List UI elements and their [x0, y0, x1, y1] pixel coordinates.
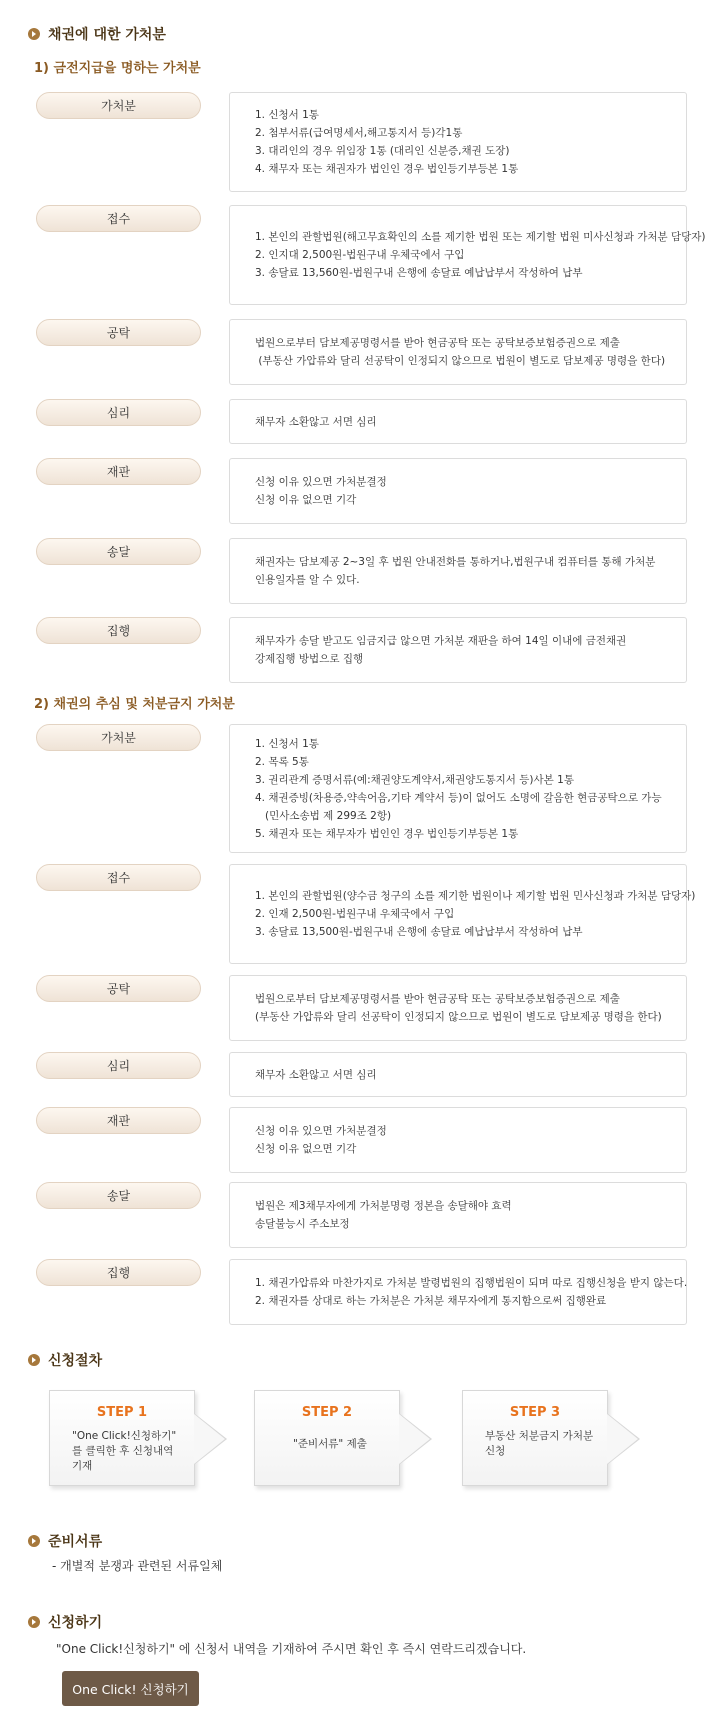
- step-card: [254, 1390, 400, 1486]
- row-content-line: 2. 채권자를 상대로 하는 가처분은 가처분 채무자에게 통지함으로써 집행완료: [255, 1295, 607, 1307]
- row-content-line: (부동산 가압류와 달리 선공탁이 인정되지 않으므로 법원이 별도로 담보제공 명령을 한다): [255, 355, 666, 367]
- step-text: "One Click!신청하기" 를 클릭한 후 신청내역 기재: [72, 1430, 177, 1472]
- row-content-line: 1. 신청서 1통: [255, 737, 319, 750]
- row-content-line: (민사소송법 제 299조 2항): [255, 809, 392, 822]
- row-label-pill: 접수: [36, 864, 201, 891]
- bullet-icon: [28, 1535, 40, 1547]
- step-text: 부동산 처분금지 가처분 신청: [485, 1430, 594, 1457]
- row-content-line: 법원은 제3채무자에게 가처분명령 정본을 송달해야 효력: [255, 1200, 512, 1212]
- procedure-title: 신청절차: [48, 1353, 103, 1369]
- row-label-pill: 공탁: [36, 975, 201, 1002]
- row-content-box: [229, 617, 687, 683]
- subsection-title: 2) 채권의 추심 및 처분금지 가처분: [34, 697, 235, 712]
- row-content-box: [229, 205, 706, 305]
- procedure-row: [0, 538, 711, 604]
- row-content-box: [229, 458, 687, 524]
- row-content-line: 3. 대리인의 경우 위임장 1통 (대리인 신분증,채권 도장): [255, 145, 510, 157]
- documents-header: [28, 1531, 102, 1551]
- bullet-icon: [28, 28, 40, 40]
- row-label-pill: 심리: [36, 399, 201, 426]
- row-content-line: 신청 이유 없으면 기각: [255, 1143, 357, 1155]
- row-content-line: 1. 본인의 관할법원(양수금 청구의 소를 제기한 법원이나 제기할 법원 민사신청과 가처분 담당자): [255, 890, 696, 902]
- row-content-line: 2. 첨부서류(급여명세서,해고통지서 등)각1통: [255, 127, 463, 139]
- procedure-row: [0, 1107, 711, 1173]
- step-label: STEP 2: [301, 1405, 353, 1420]
- section-title: 채권에 대한 가처분: [48, 27, 166, 43]
- row-content-line: 채무자 소환않고 서면 심리: [255, 1068, 377, 1081]
- step-card: [462, 1390, 608, 1486]
- apply-header: [28, 1612, 102, 1632]
- procedure-row: [0, 1182, 711, 1248]
- procedure-row: [0, 1052, 711, 1097]
- procedure-row: [0, 617, 711, 683]
- row-label-pill: 재판: [36, 458, 201, 485]
- row-content-line: 3. 권리관계 증명서류(예:채권양도계약서,채권양도통지서 등)사본 1통: [255, 773, 574, 786]
- documents-text: - 개별적 분쟁과 관련된 서류일체: [52, 1559, 223, 1573]
- row-content-line: 송달불능시 주소보정: [255, 1218, 350, 1230]
- row-label-pill: 집행: [36, 617, 201, 644]
- subsection-title: 1) 금전지급을 명하는 가처분: [34, 61, 201, 76]
- step-label: STEP 3: [509, 1405, 561, 1420]
- row-content-box: [229, 1182, 687, 1248]
- row-content-line: 강제집행 방법으로 집행: [255, 653, 364, 665]
- procedure-row: [0, 864, 711, 964]
- row-content-line: 2. 인재 2,500원-법원구내 우체국에서 구입: [255, 908, 455, 920]
- row-content-line: (부동산 가압류와 달리 선공탁이 인정되지 않으므로 법원이 별도로 담보제공 명령을 한다): [255, 1011, 662, 1023]
- row-content-box: [229, 724, 687, 853]
- procedure-header: [28, 1350, 102, 1370]
- procedure-row: [0, 319, 711, 385]
- row-content-line: 1. 채권가압류와 마찬가지로 가처분 발령법원의 집행법원이 되며 따로 집행신청을 받지 않는다.: [255, 1277, 688, 1289]
- row-label-pill: 송달: [36, 538, 201, 565]
- row-content-box: [229, 538, 687, 604]
- row-content-box: [229, 399, 687, 444]
- row-content-line: 법원으로부터 담보제공명령서를 받아 현금공탁 또는 공탁보증보험증권으로 제출: [255, 337, 620, 349]
- procedure-row: [0, 724, 711, 853]
- procedure-row: [0, 399, 711, 444]
- row-content-line: 4. 채권증빙(차용증,약속어음,기타 계약서 등)이 없어도 소명에 갈음한 현금공탁으로 가능: [255, 791, 662, 804]
- row-label-pill: 심리: [36, 1052, 201, 1079]
- documents-title: 준비서류: [48, 1534, 103, 1550]
- row-label-pill: 접수: [36, 205, 201, 232]
- procedure-row: [0, 975, 711, 1041]
- step-text: "준비서류" 제출: [293, 1438, 367, 1450]
- row-content-line: 5. 채권자 또는 채무자가 법인인 경우 법인등기부등본 1통: [255, 827, 519, 840]
- row-content-line: 3. 송달료 13,500원-법원구내 은행에 송달료 예납납부서 작성하여 납부: [255, 926, 583, 938]
- row-content-line: 신청 이유 있으면 가처분결정: [255, 1125, 387, 1137]
- row-content-line: 법원으로부터 담보제공명령서를 받아 현금공탁 또는 공탁보증보험증권으로 제출: [255, 993, 620, 1005]
- row-content-line: 신청 이유 있으면 가처분결정: [255, 476, 387, 488]
- procedure-steps: [0, 1390, 711, 1490]
- row-content-line: 1. 신청서 1통: [255, 109, 319, 121]
- apply-title: 신청하기: [48, 1615, 103, 1631]
- procedure-row: [0, 92, 711, 192]
- row-content-line: 4. 채무자 또는 채권자가 법인인 경우 법인등기부등본 1통: [255, 163, 519, 175]
- row-content-box: [229, 319, 687, 385]
- row-content-line: 인용일자를 알 수 있다.: [255, 574, 360, 586]
- row-content-line: 채무자가 송달 받고도 임금지급 않으면 가처분 재판을 하여 14일 이내에 금전채권: [255, 635, 627, 647]
- row-content-line: 채무자 소환않고 서면 심리: [255, 415, 377, 428]
- row-content-box: [229, 1107, 687, 1173]
- bullet-icon: [28, 1616, 40, 1628]
- bullet-icon: [28, 1354, 40, 1366]
- row-content-box: [229, 975, 687, 1041]
- row-content-line: 1. 본인의 관할법원(해고무효확인의 소를 제기한 법원 또는 제기할 법원 미사신청과 가처분 담당자): [255, 231, 706, 243]
- row-content-line: 3. 송달료 13,560원-법원구내 은행에 송달료 예납납부서 작성하여 납부: [255, 267, 583, 279]
- procedure-row: [0, 1259, 711, 1325]
- row-label-pill: 집행: [36, 1259, 201, 1286]
- procedure-row: [0, 458, 711, 524]
- row-content-box: [229, 1052, 687, 1097]
- row-label-pill: 공탁: [36, 319, 201, 346]
- row-content-line: 채권자는 담보제공 2~3일 후 법원 안내전화를 통하거나,법원구내 컴퓨터를 통해 가처분: [255, 556, 656, 568]
- row-content-line: 신청 이유 없으면 기각: [255, 494, 357, 506]
- row-content-box: [229, 1259, 687, 1325]
- section-header: [28, 24, 166, 44]
- step-card: [49, 1390, 195, 1486]
- row-content-box: [229, 864, 696, 964]
- procedure-row: [0, 205, 711, 305]
- row-label-pill: 가처분: [36, 92, 201, 119]
- row-content-line: 2. 목록 5통: [255, 755, 309, 768]
- row-label-pill: 송달: [36, 1182, 201, 1209]
- row-label-pill: 재판: [36, 1107, 201, 1134]
- row-content-box: [229, 92, 687, 192]
- row-content-line: 2. 인지대 2,500원-법원구내 우체국에서 구입: [255, 249, 465, 261]
- apply-text: "One Click!신청하기" 에 신청서 내역을 기재하여 주시면 확인 후 즉시 연락드리겠습니다.: [56, 1642, 527, 1656]
- one-click-apply-button[interactable]: One Click! 신청하기: [62, 1671, 199, 1706]
- row-label-pill: 가처분: [36, 724, 201, 751]
- step-label: STEP 1: [96, 1405, 148, 1420]
